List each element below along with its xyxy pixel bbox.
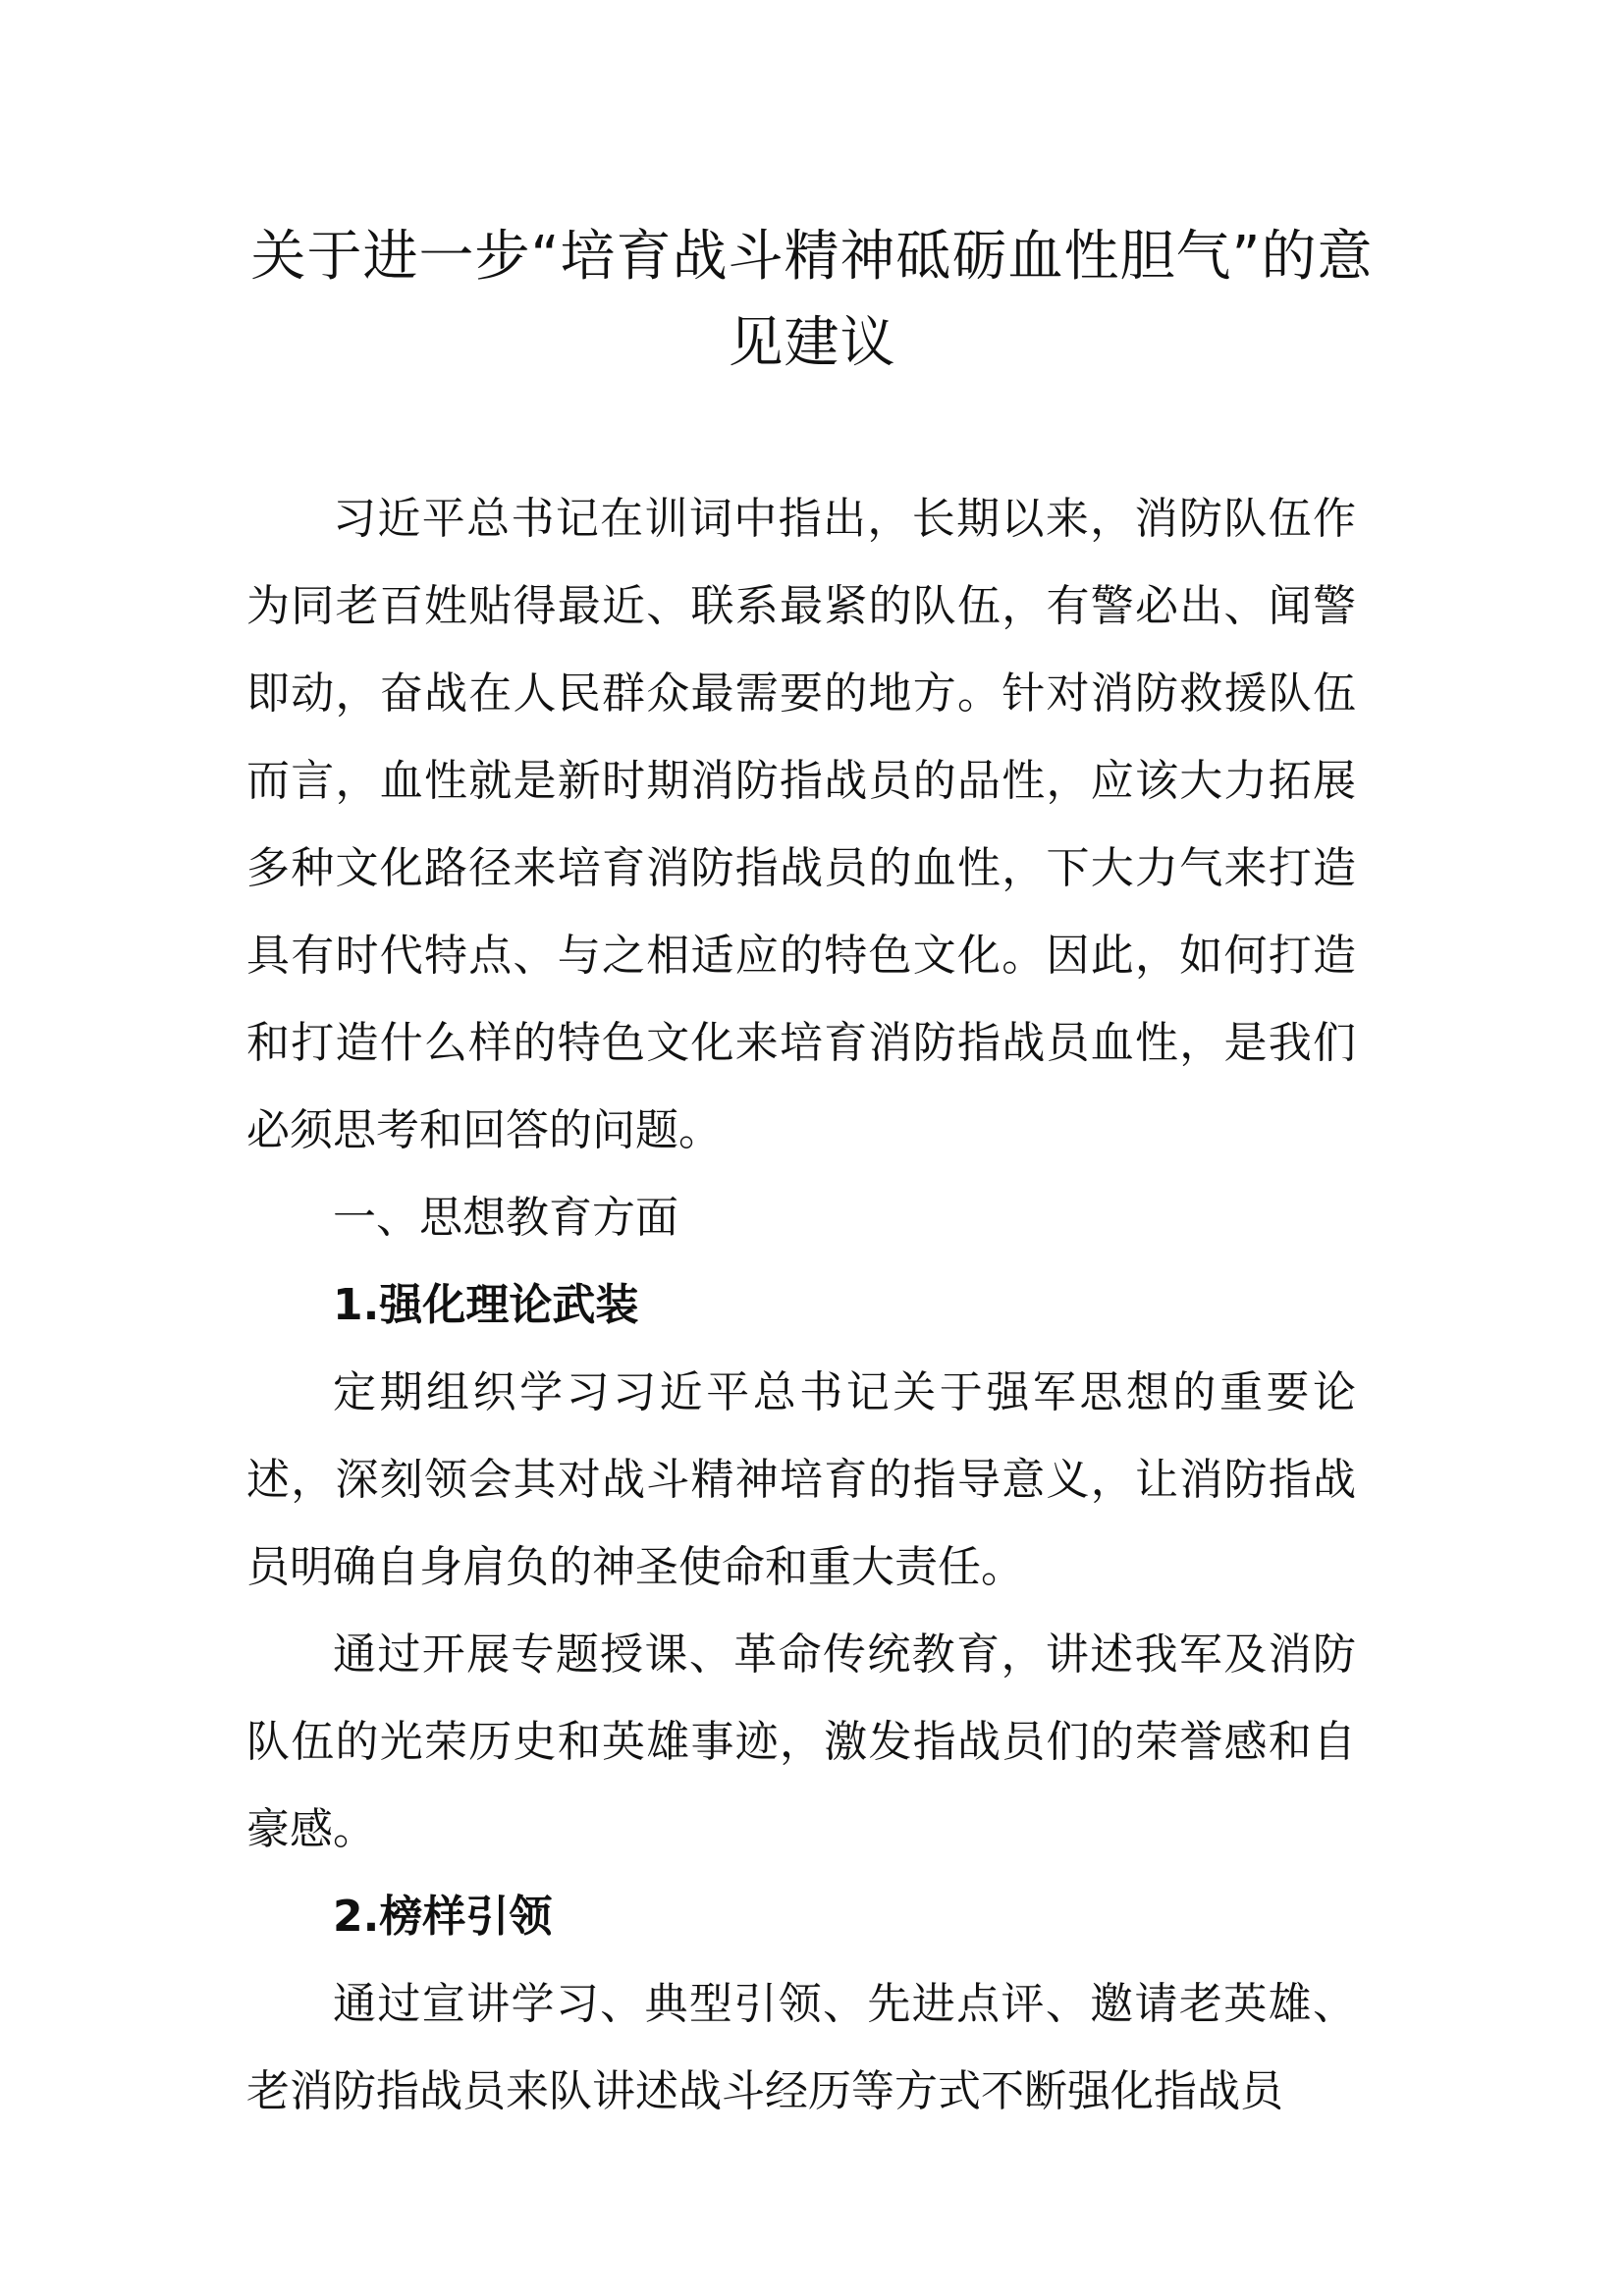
document-title: 关于进一步“培育战斗精神砥砺血性胆气”的意见建议 (250, 225, 1374, 375)
paragraph-special-lectures: 通过开展专题授课、革命传统教育，讲述我军及消防队伍的光荣历史和英雄事迹，激发指战员们的荣誉感和自豪感。 (246, 1629, 1356, 1854)
paragraph-regular-study: 定期组织学习习近平总书记关于强军思想的重要论述，深刻领会其对战斗精神培育的指导意义，让消防指战员明确自身肩负的神圣使命和重大责任。 (246, 1367, 1356, 1592)
document-body (246, 475, 1356, 2135)
section-heading-thought-education: 一、思想教育方面 (333, 1193, 678, 1243)
subheading-role-model: 2.榜样引领 (333, 1892, 553, 1942)
intro-paragraph: 习近平总书记在训词中指出，长期以来，消防队伍作为同老百姓贴得最近、联系最紧的队伍，有警必出、闻警即动，奋战在人民群众最需要的地方。针对消防救援队伍而言，血性就是新时期消防指战员的品性，应该大力拓展多种文化路径来培育消防指战员的血性，下大力气来打造具有时代特点、与之相适应的特色文化。因此，如何打造和打造什么样的特色文化来培育消防指战员血性，是我们必须思考和回答的问题。 (246, 494, 1356, 1155)
subheading-theory-armament: 1.强化理论武装 (333, 1280, 639, 1330)
paragraph-role-model-methods: 通过宣讲学习、典型引领、先进点评、邀请老英雄、老消防指战员来队讲述战斗经历等方式不断强化指战员 (246, 1979, 1356, 2116)
